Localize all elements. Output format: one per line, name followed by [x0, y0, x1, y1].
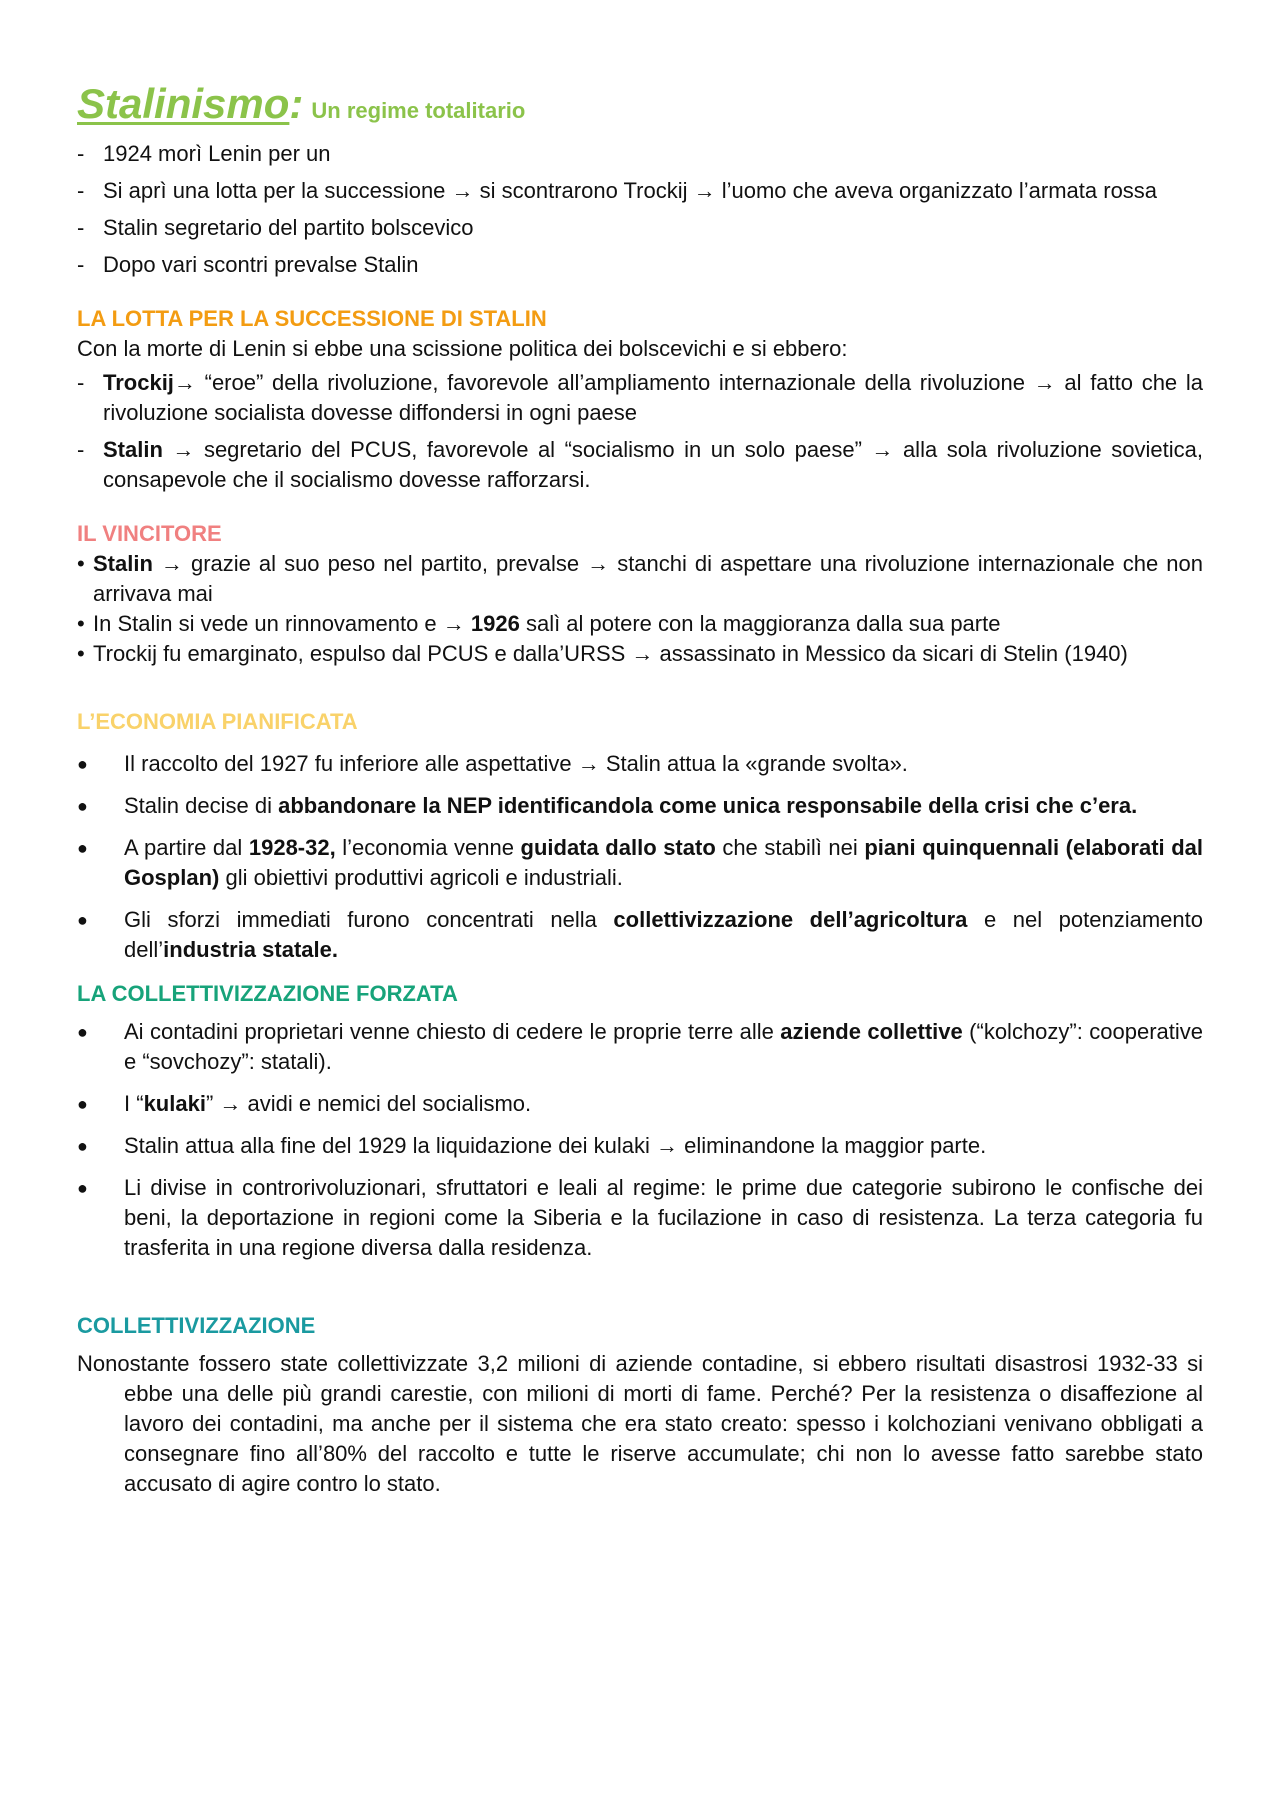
section-heading-winner: IL VINCITORE [77, 521, 222, 546]
list-item: ● Li divise in controrivoluzionari, sfruttatori e leali al regime: le prime due categorie subirono le confische dei beni, la deportazione in regioni come la Siberia e la fucilazione in caso di resistenza. La terza categoria fu trasferita in una regione diversa dalla residenza. [77, 1175, 1203, 1260]
collectivization-list [77, 1017, 1203, 1263]
list-item: - Stalin → segretario del PCUS, favorevole al “socialismo in un solo paese” → alla sola rivoluzione sovietica, consapevole che il socialismo dovesse rafforzarsi. [77, 437, 1203, 492]
page-title [77, 76, 1203, 139]
list-item: - Dopo vari scontri prevalse Stalin [77, 252, 419, 277]
section-intro: Con la morte di Lenin si ebbe una scissione politica dei bolscevichi e si ebbero: [77, 336, 848, 361]
list-item: - Stalin segretario del partito bolscevico [77, 215, 474, 240]
list-item: - 1924 morì Lenin per un [77, 141, 331, 166]
list-item: - Si aprì una lotta per la successione → si scontrarono Trockij → l’uomo che aveva organizzato l’armata rossa [77, 178, 1158, 203]
economy-list [77, 749, 1203, 965]
intro-list [77, 139, 1203, 280]
list-item: ● Il raccolto del 1927 fu inferiore alle aspettative → Stalin attua la «grande svolta». [77, 751, 908, 776]
winner-list [77, 549, 1203, 669]
list-item: ● Stalin attua alla fine del 1929 la liquidazione dei kulaki → eliminandone la maggior parte. [77, 1133, 987, 1158]
list-item: • Trockij fu emarginato, espulso dal PCUS e dalla’URSS → assassinato in Messico da sicari di Stelin (1940) [77, 641, 1128, 666]
title-subtitle: Un regime totalitario [311, 98, 526, 123]
list-item: ● Gli sforzi immediati furono concentrati nella collettivizzazione dell’agricoltura e nel potenziamento dell’industria statale. [77, 907, 1203, 962]
list-item: • Stalin → grazie al suo peso nel partito, prevalse → stanchi di aspettare una rivoluzione internazionale che non arrivava mai [77, 551, 1203, 606]
section-heading-economy: L’ECONOMIA PIANIFICATA [77, 709, 358, 734]
title-colon: : [289, 80, 304, 127]
list-item: • In Stalin si vede un rinnovamento e → 1926 salì al potere con la maggioranza dalla sua parte [77, 611, 1001, 636]
list-item: ● A partire dal 1928-32, l’economia venne guidata dallo stato che stabilì nei piani quinquennali (elaborati dal Gosplan) gli obiettivi produttivi agricoli e industriali. [77, 835, 1204, 890]
succession-list [77, 368, 1203, 495]
list-item: ● Stalin decise di abbandonare la NEP identificandola come unica responsabile della crisi che c’era. [77, 793, 1138, 818]
title-main: Stalinismo [77, 80, 290, 127]
collectivization-paragraph: Nonostante fossero state collettivizzate 3,2 milioni di aziende contadine, si ebbero risultati disastrosi 1932-33 si ebbe una delle più grandi carestie, con milioni di morti di fame. Perché? Per la resistenza o disaffezione al lavoro dei contadini, ma anche per il sistema che era stato creato: spesso i kolchoziani venivano obbligati a consegnare fino all’80% del raccolto e tutte le riserve accumulate; chi non lo avesse fatto sarebbe stato accusato di agire contro lo stato. [77, 1351, 1203, 1496]
section-heading-succession: LA LOTTA PER LA SUCCESSIONE DI STALIN [77, 306, 547, 331]
list-item: ● I “kulaki” → avidi e nemici del socialismo. [77, 1091, 532, 1116]
section-heading-forced-collectivization: LA COLLETTIVIZZAZIONE FORZATA [77, 981, 458, 1006]
section-heading-collectivization: COLLETTIVIZZAZIONE [77, 1313, 316, 1338]
list-item: - Trockij→ “eroe” della rivoluzione, favorevole all’ampliamento internazionale della rivoluzione → al fatto che la rivoluzione socialista dovesse diffondersi in ogni paese [77, 370, 1203, 425]
document-content [77, 76, 1203, 1499]
list-item: ● Ai contadini proprietari venne chiesto di cedere le proprie terre alle aziende collettive (“kolchozy”: cooperative e “sovchozy”: statali). [77, 1019, 1204, 1074]
